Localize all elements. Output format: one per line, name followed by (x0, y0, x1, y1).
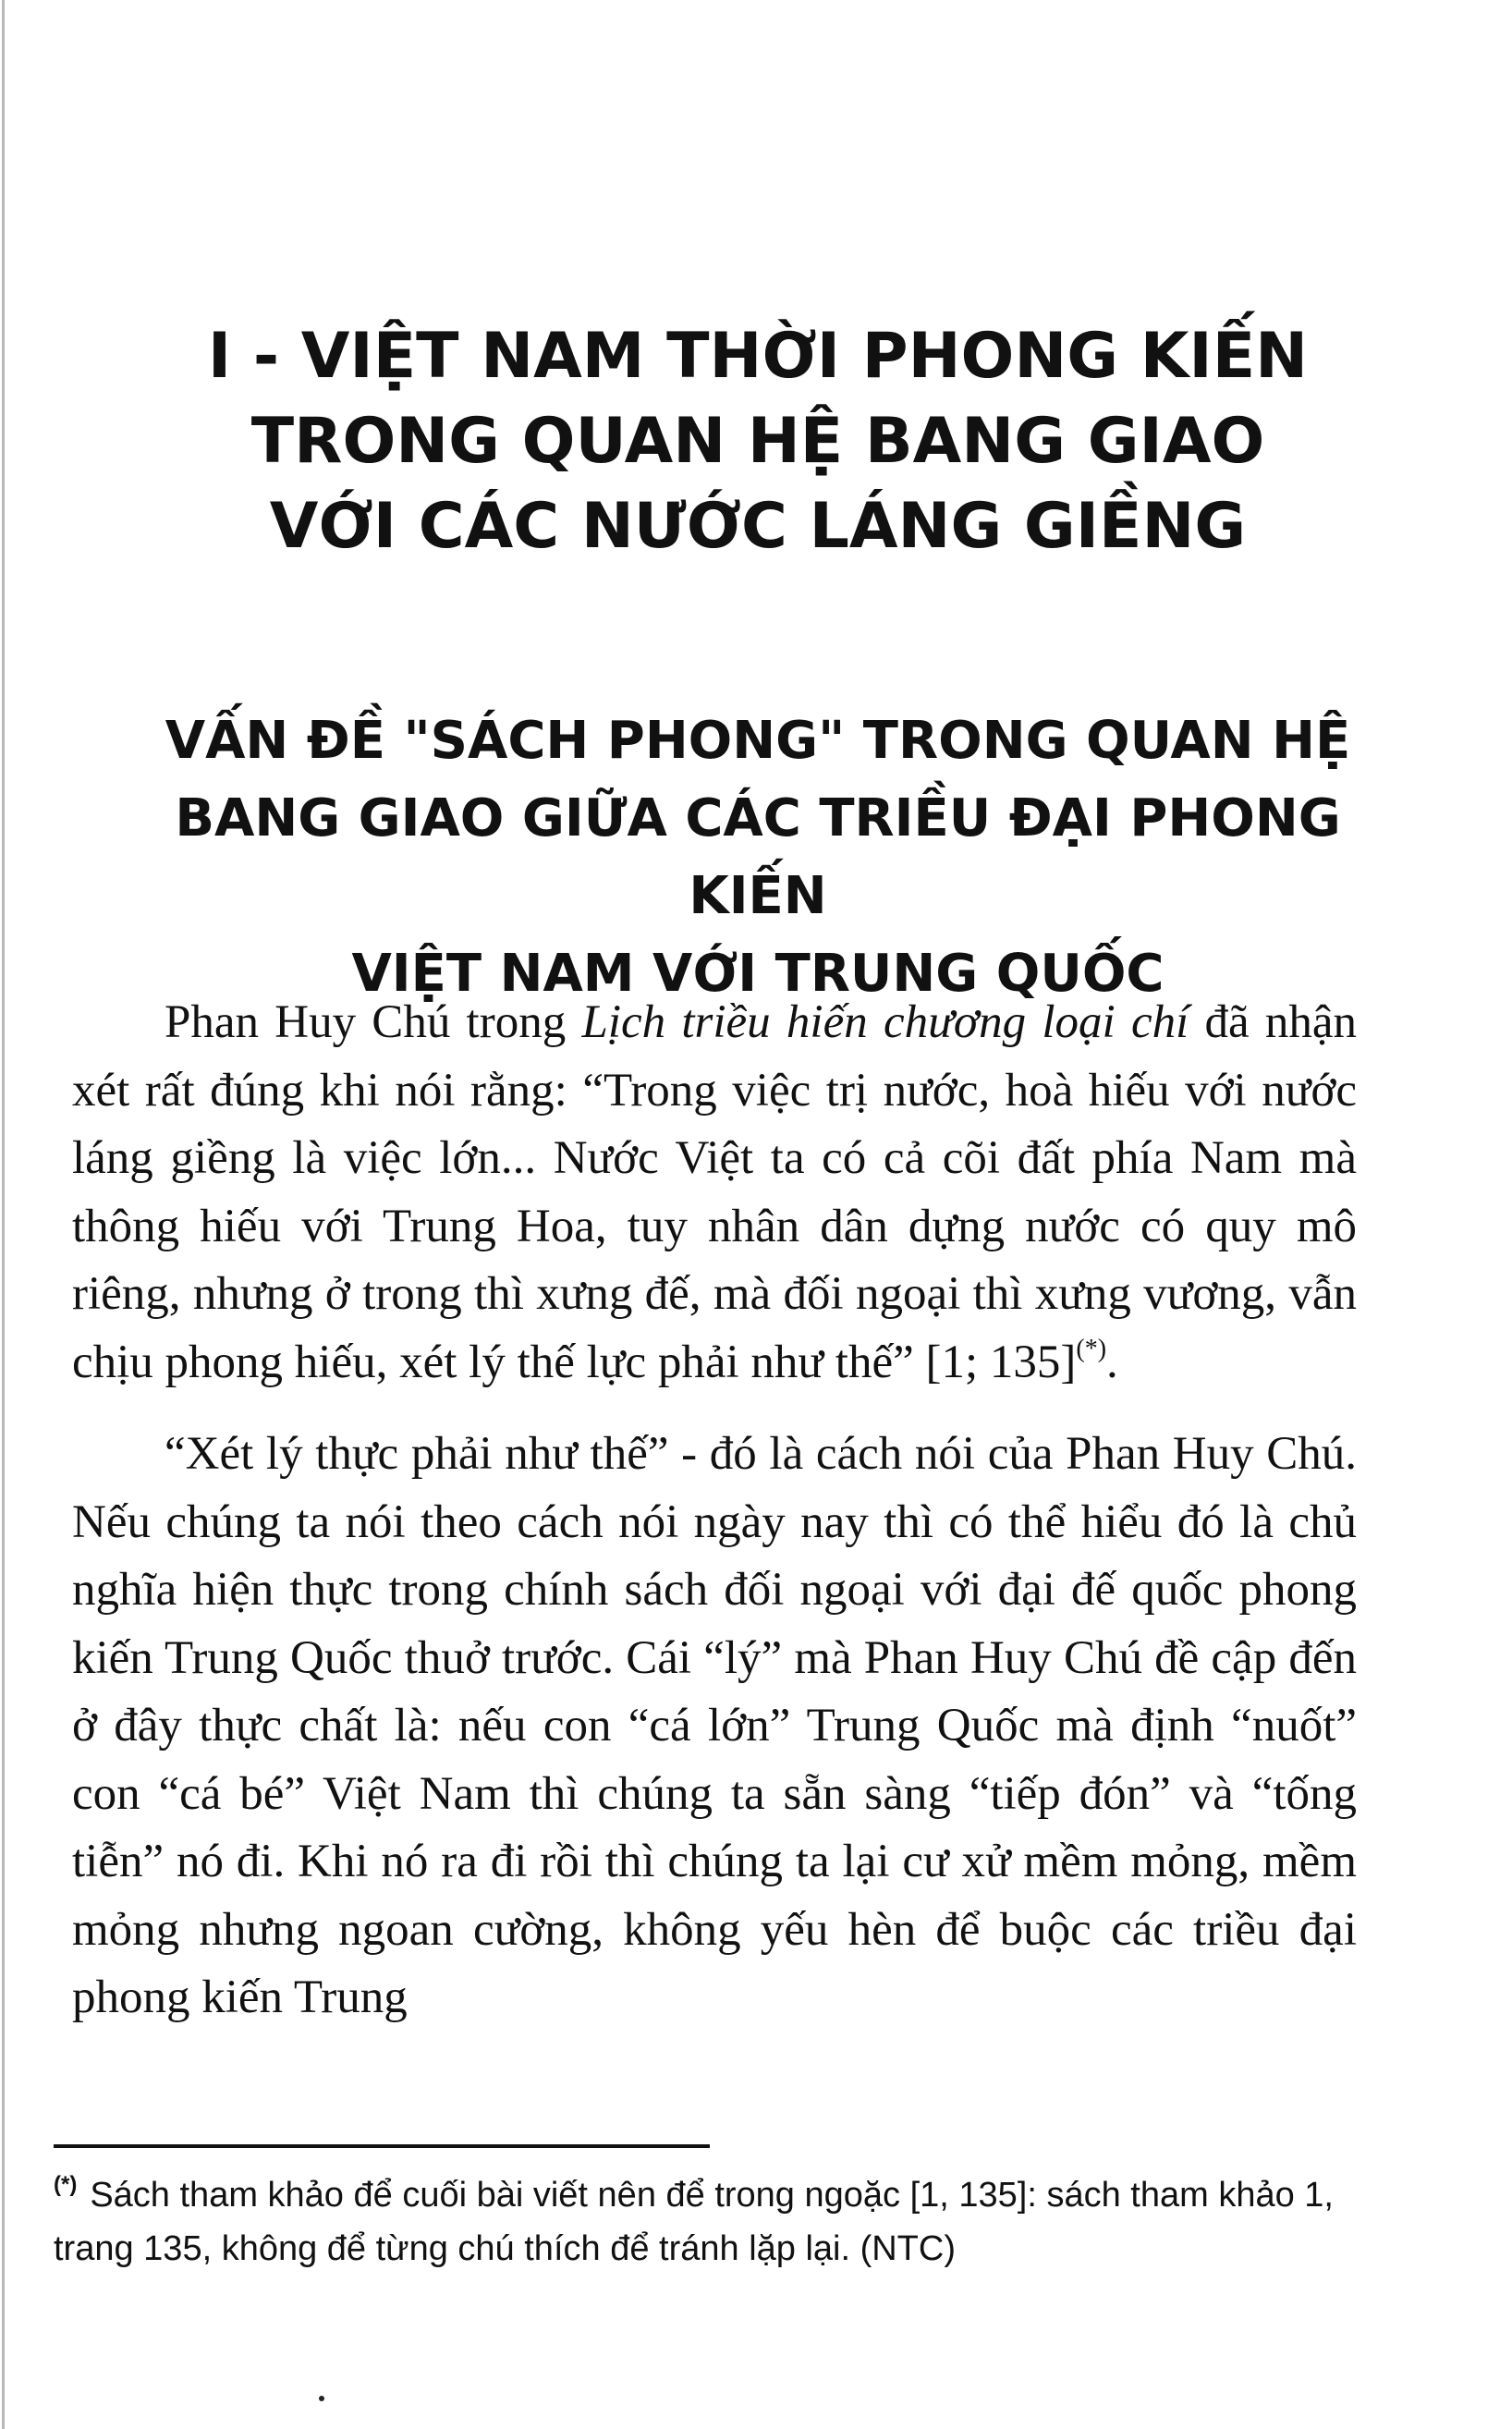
footnote-reference: (*) (1076, 1334, 1107, 1363)
body-text (72, 989, 1357, 2032)
chapter-title (139, 314, 1377, 569)
section-title-line-2: BANG GIAO GIỮA CÁC TRIỀU ĐẠI PHONG KIẾN (175, 788, 1341, 926)
page-edge-line (2, 0, 5, 2429)
book-title: Lịch triều hiến chương loại chí (581, 996, 1189, 1048)
section-title (129, 702, 1386, 1013)
paragraph-1 (72, 989, 1357, 1397)
footnote-text: Sách tham khảo để cuối bài viết nên để trong ngoặc [1, 135]: sách tham khảo 1, trang 135, không để từng chú thích để tránh lặp lại. (NTC) (54, 2176, 1334, 2268)
print-speck (319, 2396, 324, 2401)
footnote-mark: (*) (54, 2172, 78, 2197)
footnote (54, 2168, 1357, 2276)
paragraph-2: “Xét lý thực phải như thế” - đó là cách nói của Phan Huy Chú. Nếu chúng ta nói theo cách nói ngày nay thì có thể hiểu đó là chủ nghĩa hiện thực trong chính sách đối ngoại với đại đế quốc phong kiến Trung Quốc thuở trước. Cái “lý” mà Phan Huy Chú đề cập đến ở đây thực chất là: nếu con “cá lớn” Trung Quốc mà định “nuốt” con “cá bé” Việt Nam thì chúng ta sẵn sàng “tiếp đón” và “tống tiễn” nó đi. Khi nó ra đi rồi thì chúng ta lại cư xử mềm mỏng, mềm mỏng nhưng ngoan cường, không yếu hèn để buộc các triều đại phong kiến Trung (72, 1428, 1357, 2023)
paragraph-1-quote: đã nhận xét rất đúng khi nói rằng: “Trong việc trị nước, hoà hiếu với nước láng giềng là việc lớn... Nước Việt ta có cả cõi đất phía Nam mà thông hiếu với Trung Hoa, tuy nhân dân dựng nước có quy mô riêng, nhưng ở trong thì xưng đế, mà đối ngoại thì xưng vương, vẫn chịu phong hiếu, xét lý thế lực phải như thế” [1; 135] (72, 996, 1357, 1388)
paragraph-1-end: . (1106, 1336, 1118, 1388)
section-title-line-1: VẤN ĐỀ "SÁCH PHONG" TRONG QUAN HỆ (165, 711, 1351, 771)
chapter-title-line-3: VỚI CÁC NƯỚC LÁNG GIỀNG (269, 490, 1247, 563)
chapter-title-line-2: TRONG QUAN HỆ BANG GIAO (250, 405, 1265, 478)
footnote-divider (54, 2144, 710, 2148)
section-title-line-3: VIỆT NAM VỚI TRUNG QUỐC (351, 944, 1164, 1004)
chapter-title-line-1: I - VIỆT NAM THỜI PHONG KIẾN (207, 320, 1309, 393)
paragraph-1-intro: Phan Huy Chú trong (165, 996, 582, 1048)
